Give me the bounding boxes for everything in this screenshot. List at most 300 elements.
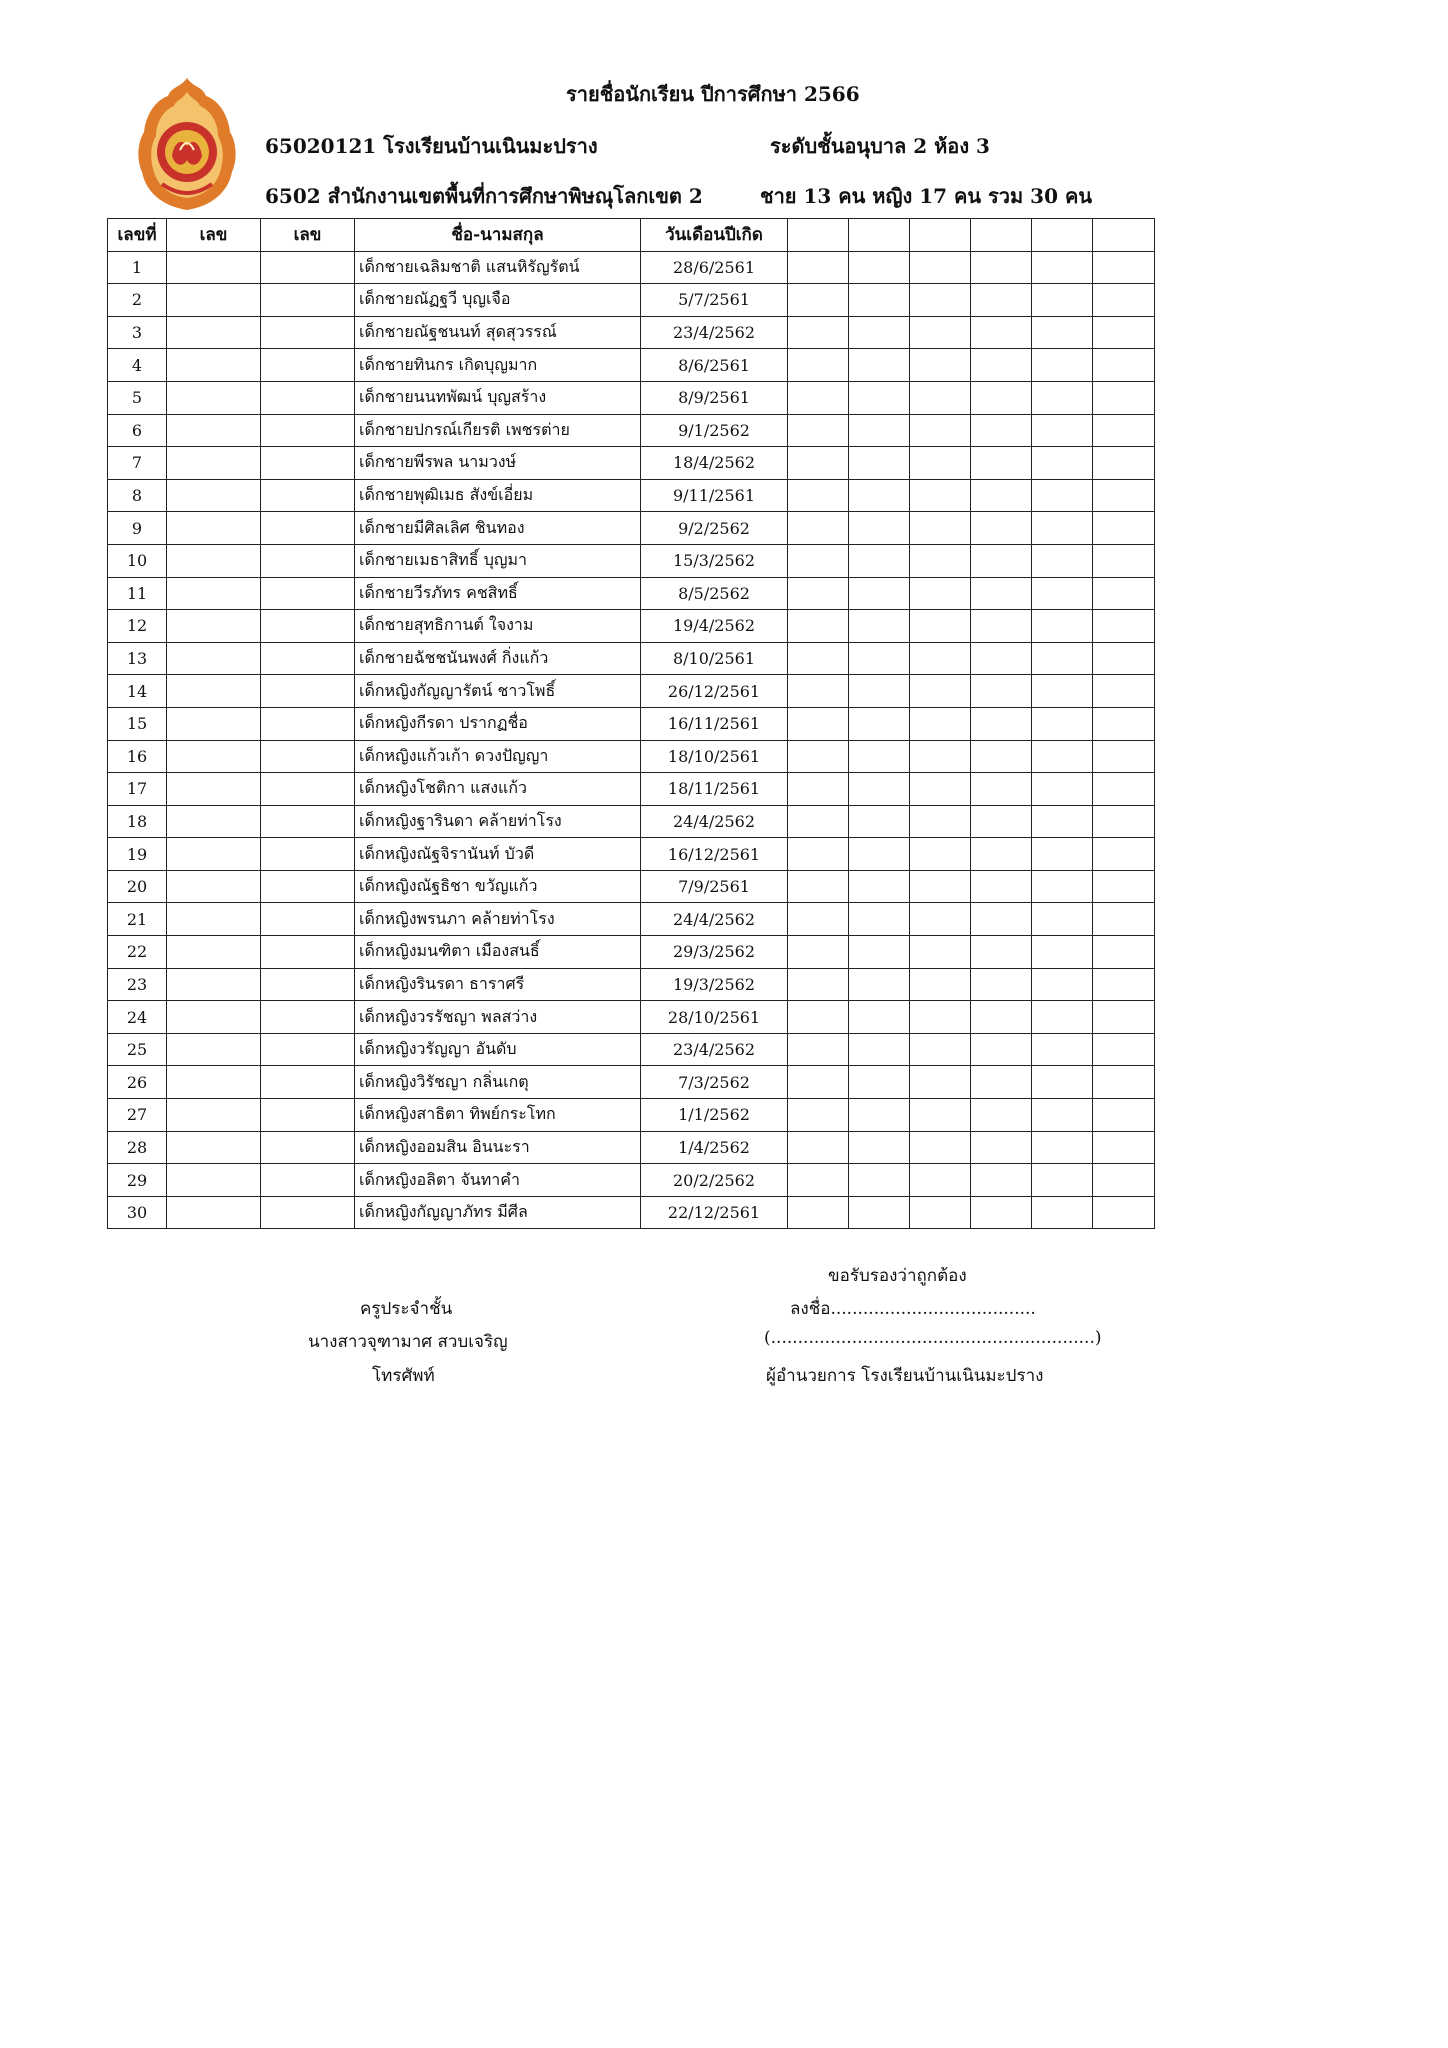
empty-cell <box>910 414 971 447</box>
row-number-cell: 29 <box>108 1164 167 1197</box>
empty-cell <box>910 1033 971 1066</box>
empty-cell <box>910 968 971 1001</box>
empty-cell <box>910 805 971 838</box>
empty-cell <box>1093 805 1155 838</box>
empty-cell <box>849 1196 910 1229</box>
empty-cell <box>261 642 355 675</box>
student-name-cell: เด็กหญิงวิรัชญา กลิ่นเกตุ <box>355 1066 641 1099</box>
empty-cell <box>1032 773 1093 806</box>
empty-cell <box>788 1066 849 1099</box>
row-number-cell: 21 <box>108 903 167 936</box>
table-row <box>108 577 1155 610</box>
row-number-cell: 12 <box>108 610 167 643</box>
empty-cell <box>849 251 910 284</box>
row-number-cell: 28 <box>108 1131 167 1164</box>
empty-cell <box>261 284 355 317</box>
empty-cell <box>910 707 971 740</box>
empty-cell <box>971 707 1032 740</box>
table-row <box>108 1001 1155 1034</box>
empty-cell <box>261 414 355 447</box>
birth-date-cell: 22/12/2561 <box>641 1196 788 1229</box>
empty-cell <box>788 414 849 447</box>
student-name-cell: เด็กชายมีศิลเลิศ ชินทอง <box>355 512 641 545</box>
empty-cell <box>1032 1099 1093 1132</box>
empty-cell <box>788 903 849 936</box>
empty-cell <box>910 349 971 382</box>
table-row <box>108 707 1155 740</box>
empty-cell <box>1032 251 1093 284</box>
student-name-cell: เด็กหญิงออมสิน อินนะรา <box>355 1131 641 1164</box>
student-name-cell: เด็กหญิงณัฐจิรานันท์ บัวดี <box>355 838 641 871</box>
empty-cell <box>167 479 261 512</box>
birth-date-cell: 28/10/2561 <box>641 1001 788 1034</box>
row-number-cell: 5 <box>108 381 167 414</box>
empty-cell <box>1032 414 1093 447</box>
empty-cell <box>849 968 910 1001</box>
director-title: ผู้อำนวยการ โรงเรียนบ้านเนินมะปราง <box>766 1366 1044 1386</box>
empty-cell <box>788 512 849 545</box>
empty-cell <box>167 740 261 773</box>
empty-cell <box>1093 544 1155 577</box>
empty-cell <box>167 316 261 349</box>
empty-cell <box>261 381 355 414</box>
empty-cell <box>788 251 849 284</box>
column-header: วันเดือนปีเกิด <box>641 219 788 252</box>
row-number-cell: 6 <box>108 414 167 447</box>
empty-cell <box>788 1099 849 1132</box>
empty-cell <box>1093 1066 1155 1099</box>
table-row <box>108 414 1155 447</box>
table-row <box>108 642 1155 675</box>
empty-cell <box>1093 838 1155 871</box>
empty-cell <box>788 381 849 414</box>
birth-date-cell: 23/4/2562 <box>641 1033 788 1066</box>
table-row <box>108 1099 1155 1132</box>
empty-cell <box>1093 773 1155 806</box>
birth-date-cell: 9/1/2562 <box>641 414 788 447</box>
birth-date-cell: 1/4/2562 <box>641 1131 788 1164</box>
empty-cell <box>788 577 849 610</box>
table-row <box>108 773 1155 806</box>
empty-cell <box>167 1099 261 1132</box>
empty-cell <box>1032 968 1093 1001</box>
student-name-cell: เด็กชายเมธาสิทธิ์ บุญมา <box>355 544 641 577</box>
empty-cell <box>971 936 1032 969</box>
birth-date-cell: 7/3/2562 <box>641 1066 788 1099</box>
empty-cell <box>1093 1033 1155 1066</box>
row-number-cell: 4 <box>108 349 167 382</box>
empty-cell <box>788 1196 849 1229</box>
empty-cell <box>849 1164 910 1197</box>
column-header <box>1093 219 1155 252</box>
student-name-cell: เด็กชายนนทพัฒน์ บุญสร้าง <box>355 381 641 414</box>
empty-cell <box>788 773 849 806</box>
student-name-cell: เด็กหญิงรินรดา ธาราศรี <box>355 968 641 1001</box>
empty-cell <box>788 968 849 1001</box>
empty-cell <box>261 870 355 903</box>
empty-cell <box>971 805 1032 838</box>
row-number-cell: 27 <box>108 1099 167 1132</box>
empty-cell <box>261 544 355 577</box>
birth-date-cell: 8/10/2561 <box>641 642 788 675</box>
empty-cell <box>788 642 849 675</box>
empty-cell <box>788 838 849 871</box>
empty-cell <box>167 577 261 610</box>
empty-cell <box>849 316 910 349</box>
row-number-cell: 25 <box>108 1033 167 1066</box>
student-name-cell: เด็กหญิงโชติกา แสงแก้ว <box>355 773 641 806</box>
empty-cell <box>261 251 355 284</box>
empty-cell <box>910 1164 971 1197</box>
empty-cell <box>971 544 1032 577</box>
student-name-cell: เด็กชายสุทธิกานต์ ใจงาม <box>355 610 641 643</box>
empty-cell <box>971 1131 1032 1164</box>
empty-cell <box>167 707 261 740</box>
empty-cell <box>261 838 355 871</box>
empty-cell <box>849 577 910 610</box>
empty-cell <box>910 447 971 480</box>
column-header: เลขที่ <box>108 219 167 252</box>
empty-cell <box>849 1099 910 1132</box>
empty-cell <box>788 479 849 512</box>
empty-cell <box>167 1066 261 1099</box>
empty-cell <box>788 675 849 708</box>
signature-line: ลงชื่อ...................................... <box>790 1299 1036 1319</box>
row-number-cell: 16 <box>108 740 167 773</box>
empty-cell <box>167 414 261 447</box>
empty-cell <box>167 642 261 675</box>
empty-cell <box>788 316 849 349</box>
empty-cell <box>1032 512 1093 545</box>
empty-cell <box>167 903 261 936</box>
row-number-cell: 13 <box>108 642 167 675</box>
empty-cell <box>910 838 971 871</box>
empty-cell <box>910 381 971 414</box>
empty-cell <box>1032 284 1093 317</box>
birth-date-cell: 28/6/2561 <box>641 251 788 284</box>
empty-cell <box>1093 1164 1155 1197</box>
empty-cell <box>788 707 849 740</box>
empty-cell <box>1032 479 1093 512</box>
empty-cell <box>261 675 355 708</box>
empty-cell <box>910 251 971 284</box>
empty-cell <box>1093 479 1155 512</box>
empty-cell <box>910 936 971 969</box>
empty-cell <box>167 610 261 643</box>
empty-cell <box>261 1131 355 1164</box>
empty-cell <box>167 349 261 382</box>
empty-cell <box>261 805 355 838</box>
empty-cell <box>1032 381 1093 414</box>
table-row <box>108 447 1155 480</box>
empty-cell <box>910 512 971 545</box>
row-number-cell: 24 <box>108 1001 167 1034</box>
student-name-cell: เด็กหญิงณัฐธิชา ขวัญแก้ว <box>355 870 641 903</box>
empty-cell <box>849 284 910 317</box>
empty-cell <box>971 773 1032 806</box>
birth-date-cell: 8/6/2561 <box>641 349 788 382</box>
empty-cell <box>261 968 355 1001</box>
empty-cell <box>167 544 261 577</box>
student-name-cell: เด็กหญิงกัญญารัตน์ ชาวโพธิ์ <box>355 675 641 708</box>
empty-cell <box>1032 577 1093 610</box>
row-number-cell: 11 <box>108 577 167 610</box>
empty-cell <box>261 1001 355 1034</box>
table-header-row <box>108 219 1155 252</box>
empty-cell <box>849 1131 910 1164</box>
birth-date-cell: 26/12/2561 <box>641 675 788 708</box>
empty-cell <box>261 1196 355 1229</box>
empty-cell <box>167 838 261 871</box>
empty-cell <box>1093 675 1155 708</box>
empty-cell <box>971 414 1032 447</box>
empty-cell <box>849 447 910 480</box>
empty-cell <box>1032 740 1093 773</box>
table-row <box>108 870 1155 903</box>
empty-cell <box>910 1001 971 1034</box>
student-name-cell: เด็กหญิงวรัญญา อันดับ <box>355 1033 641 1066</box>
student-name-cell: เด็กหญิงสาธิตา ทิพย์กระโทก <box>355 1099 641 1132</box>
birth-date-cell: 16/12/2561 <box>641 838 788 871</box>
empty-cell <box>971 838 1032 871</box>
empty-cell <box>849 544 910 577</box>
row-number-cell: 2 <box>108 284 167 317</box>
empty-cell <box>1032 447 1093 480</box>
empty-cell <box>971 479 1032 512</box>
empty-cell <box>971 1099 1032 1132</box>
empty-cell <box>167 968 261 1001</box>
empty-cell <box>167 1131 261 1164</box>
table-row <box>108 805 1155 838</box>
empty-cell <box>910 740 971 773</box>
empty-cell <box>261 707 355 740</box>
class-level: ระดับชั้นอนุบาล 2 ห้อง 3 <box>770 134 990 158</box>
empty-cell <box>788 1164 849 1197</box>
empty-cell <box>1032 1033 1093 1066</box>
row-number-cell: 23 <box>108 968 167 1001</box>
signatory-name-line: (............................................................) <box>764 1328 1102 1348</box>
empty-cell <box>261 1066 355 1099</box>
empty-cell <box>971 316 1032 349</box>
empty-cell <box>261 447 355 480</box>
empty-cell <box>849 707 910 740</box>
empty-cell <box>971 642 1032 675</box>
empty-cell <box>788 1033 849 1066</box>
empty-cell <box>971 284 1032 317</box>
empty-cell <box>167 675 261 708</box>
empty-cell <box>1032 1196 1093 1229</box>
empty-cell <box>849 838 910 871</box>
birth-date-cell: 9/11/2561 <box>641 479 788 512</box>
table-row <box>108 1066 1155 1099</box>
student-name-cell: เด็กชายฉัชชนันพงศ์ กิ่งแก้ว <box>355 642 641 675</box>
empty-cell <box>910 903 971 936</box>
empty-cell <box>971 1164 1032 1197</box>
table-row <box>108 675 1155 708</box>
table-row <box>108 1196 1155 1229</box>
empty-cell <box>1093 316 1155 349</box>
student-name-cell: เด็กหญิงอลิตา จันทาคำ <box>355 1164 641 1197</box>
column-header <box>1032 219 1093 252</box>
district-office: 6502 สำนักงานเขตพื้นที่การศึกษาพิษณุโลกเขต 2 <box>265 184 703 208</box>
empty-cell <box>910 479 971 512</box>
column-header: ชื่อ-นามสกุล <box>355 219 641 252</box>
certify-text: ขอรับรองว่าถูกต้อง <box>828 1266 967 1286</box>
student-name-cell: เด็กชายณัฐชนนท์ สุดสุวรรณ์ <box>355 316 641 349</box>
table-row <box>108 512 1155 545</box>
birth-date-cell: 16/11/2561 <box>641 707 788 740</box>
empty-cell <box>849 1066 910 1099</box>
empty-cell <box>1093 447 1155 480</box>
empty-cell <box>1032 805 1093 838</box>
birth-date-cell: 8/9/2561 <box>641 381 788 414</box>
table-row <box>108 936 1155 969</box>
row-number-cell: 30 <box>108 1196 167 1229</box>
birth-date-cell: 24/4/2562 <box>641 903 788 936</box>
table-row <box>108 1033 1155 1066</box>
empty-cell <box>849 349 910 382</box>
row-number-cell: 14 <box>108 675 167 708</box>
student-name-cell: เด็กหญิงฐารินดา คล้ายท่าโรง <box>355 805 641 838</box>
birth-date-cell: 24/4/2562 <box>641 805 788 838</box>
empty-cell <box>910 675 971 708</box>
empty-cell <box>971 1001 1032 1034</box>
row-number-cell: 10 <box>108 544 167 577</box>
empty-cell <box>849 610 910 643</box>
row-number-cell: 1 <box>108 251 167 284</box>
empty-cell <box>849 381 910 414</box>
empty-cell <box>1093 1099 1155 1132</box>
birth-date-cell: 19/3/2562 <box>641 968 788 1001</box>
empty-cell <box>971 577 1032 610</box>
empty-cell <box>261 1099 355 1132</box>
empty-cell <box>261 773 355 806</box>
table-row <box>108 349 1155 382</box>
birth-date-cell: 7/9/2561 <box>641 870 788 903</box>
school-emblem-logo <box>132 76 242 212</box>
empty-cell <box>788 936 849 969</box>
empty-cell <box>261 479 355 512</box>
empty-cell <box>1032 675 1093 708</box>
table-row <box>108 479 1155 512</box>
row-number-cell: 19 <box>108 838 167 871</box>
empty-cell <box>167 512 261 545</box>
empty-cell <box>1032 1001 1093 1034</box>
empty-cell <box>1093 1131 1155 1164</box>
column-header: เลข <box>167 219 261 252</box>
empty-cell <box>788 447 849 480</box>
empty-cell <box>1093 414 1155 447</box>
empty-cell <box>1032 544 1093 577</box>
empty-cell <box>910 577 971 610</box>
empty-cell <box>167 805 261 838</box>
page-title: รายชื่อนักเรียน ปีการศึกษา 2566 <box>566 82 860 106</box>
empty-cell <box>910 1099 971 1132</box>
empty-cell <box>261 316 355 349</box>
empty-cell <box>788 740 849 773</box>
table-row <box>108 544 1155 577</box>
birth-date-cell: 23/4/2562 <box>641 316 788 349</box>
empty-cell <box>788 870 849 903</box>
student-name-cell: เด็กชายปกรณ์เกียรติ เพชรต่าย <box>355 414 641 447</box>
empty-cell <box>971 740 1032 773</box>
student-name-cell: เด็กหญิงกัญญาภัทร มีศีล <box>355 1196 641 1229</box>
phone-label: โทรศัพท์ <box>372 1366 435 1386</box>
empty-cell <box>910 610 971 643</box>
table-row <box>108 610 1155 643</box>
empty-cell <box>167 1001 261 1034</box>
empty-cell <box>849 1033 910 1066</box>
teacher-label: ครูประจำชั้น <box>360 1299 453 1319</box>
empty-cell <box>261 1033 355 1066</box>
row-number-cell: 9 <box>108 512 167 545</box>
birth-date-cell: 18/4/2562 <box>641 447 788 480</box>
empty-cell <box>788 610 849 643</box>
empty-cell <box>788 544 849 577</box>
empty-cell <box>1032 903 1093 936</box>
table-row <box>108 381 1155 414</box>
empty-cell <box>788 349 849 382</box>
empty-cell <box>1093 512 1155 545</box>
empty-cell <box>971 1033 1032 1066</box>
student-roster-table <box>107 218 1155 1229</box>
empty-cell <box>971 903 1032 936</box>
student-name-cell: เด็กหญิงแก้วเก้า ดวงปัญญา <box>355 740 641 773</box>
empty-cell <box>1032 642 1093 675</box>
empty-cell <box>971 870 1032 903</box>
empty-cell <box>261 610 355 643</box>
row-number-cell: 20 <box>108 870 167 903</box>
row-number-cell: 18 <box>108 805 167 838</box>
empty-cell <box>167 870 261 903</box>
empty-cell <box>167 1164 261 1197</box>
student-name-cell: เด็กหญิงพรนภา คล้ายท่าโรง <box>355 903 641 936</box>
empty-cell <box>1093 903 1155 936</box>
student-name-cell: เด็กชายพุฒิเมธ สังข์เอี่ยม <box>355 479 641 512</box>
empty-cell <box>1032 936 1093 969</box>
empty-cell <box>971 1066 1032 1099</box>
empty-cell <box>849 479 910 512</box>
empty-cell <box>849 936 910 969</box>
empty-cell <box>1093 707 1155 740</box>
empty-cell <box>167 1033 261 1066</box>
empty-cell <box>849 642 910 675</box>
school-name: 65020121 โรงเรียนบ้านเนินมะปราง <box>265 134 598 158</box>
column-header <box>971 219 1032 252</box>
empty-cell <box>971 349 1032 382</box>
empty-cell <box>1093 642 1155 675</box>
table-row <box>108 1131 1155 1164</box>
empty-cell <box>1032 349 1093 382</box>
empty-cell <box>167 936 261 969</box>
row-number-cell: 15 <box>108 707 167 740</box>
column-header <box>910 219 971 252</box>
birth-date-cell: 18/11/2561 <box>641 773 788 806</box>
empty-cell <box>167 1196 261 1229</box>
empty-cell <box>1093 381 1155 414</box>
empty-cell <box>971 968 1032 1001</box>
empty-cell <box>261 349 355 382</box>
table-row <box>108 903 1155 936</box>
empty-cell <box>971 1196 1032 1229</box>
student-name-cell: เด็กหญิงวรรัชญา พลสว่าง <box>355 1001 641 1034</box>
birth-date-cell: 19/4/2562 <box>641 610 788 643</box>
table-row <box>108 251 1155 284</box>
student-name-cell: เด็กชายเฉลิมชาติ แสนหิรัญรัตน์ <box>355 251 641 284</box>
empty-cell <box>910 642 971 675</box>
empty-cell <box>1093 284 1155 317</box>
birth-date-cell: 20/2/2562 <box>641 1164 788 1197</box>
